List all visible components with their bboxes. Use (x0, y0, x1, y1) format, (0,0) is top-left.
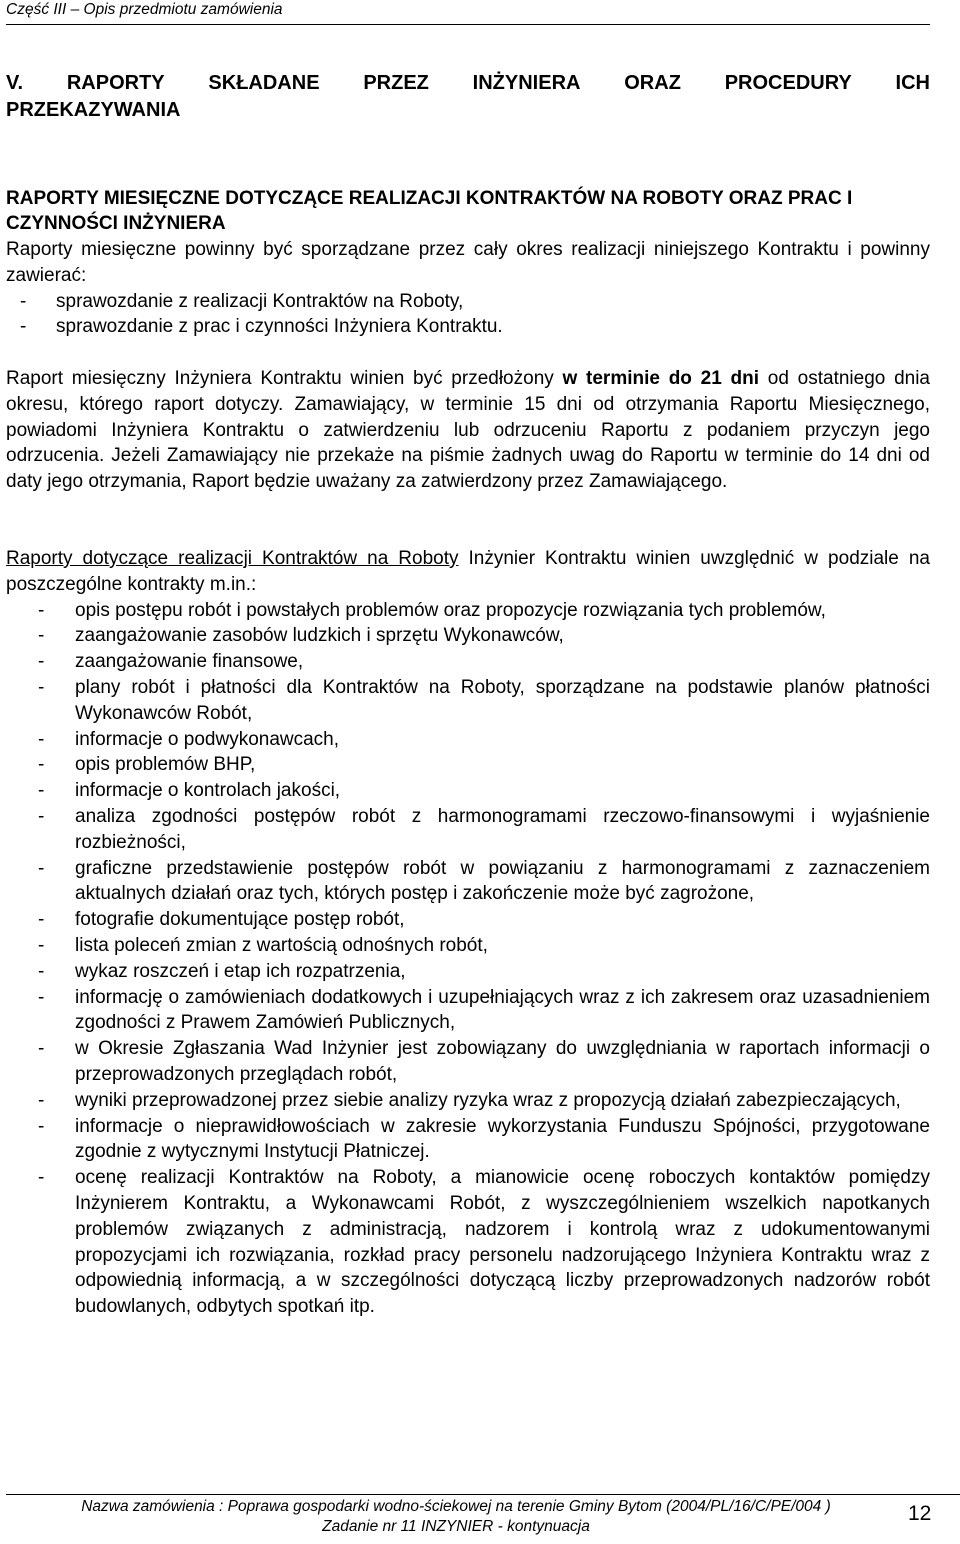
monthly-intro-paragraph: Raporty miesięczne powinny być sporządzane przez cały okres realizacji niniejszego Kontraktu i powinny zawierać: (6, 239, 930, 286)
intro-list (6, 289, 930, 341)
list-dash: - (38, 1089, 45, 1111)
list-dash: - (38, 934, 45, 956)
list-dash: - (38, 780, 45, 802)
report-contents-item (6, 675, 930, 727)
section-heading-word: PROCEDURY (724, 72, 852, 94)
list-dash: - (38, 805, 45, 827)
list-item-text: opis problemów BHP, (75, 754, 256, 776)
section-heading-word: INŻYNIERA (472, 72, 581, 94)
section-heading-line-1 (6, 70, 930, 97)
list-item-text: w Okresie Zgłaszania Wad Inżynier jest zobowiązany do uwzględniania w raportach informacji o przeprowadzonych przeglądach robót, (75, 1038, 930, 1085)
contents-intro-paragraph (6, 546, 930, 598)
list-dash: - (38, 1115, 45, 1137)
list-item-text: informację o zamówieniach dodatkowych i uzupełniających wraz z ich zakresem oraz uzasadnieniem zgodności z Prawem Zamówień Publicznych, (75, 986, 930, 1034)
footer-order-name: Nazwa zamówienia : Poprawa gospodarki wodno-ściekowej na terenie Gminy Bytom (2004/PL/16/C/PE/004 ) (81, 1498, 831, 1515)
document-page (6, 0, 930, 1544)
intro-list-item (6, 289, 930, 315)
contents-block (6, 546, 930, 1320)
list-item-text: informacje o kontrolach jakości, (75, 780, 341, 802)
list-item-text: sprawozdanie z realizacji Kontraktów na Roboty, (56, 290, 464, 312)
list-dash: - (38, 599, 45, 621)
monthly-reports-heading: RAPORTY MIESIĘCZNE DOTYCZĄCE REALIZACJI KONTRAKTÓW NA ROBOTY ORAZ PRAC I CZYNNOŚCI INŻYNIERA (6, 188, 853, 234)
report-contents-item (6, 727, 930, 753)
list-dash: - (38, 960, 45, 982)
report-contents-item (6, 598, 930, 624)
section-heading-word: ORAZ (624, 72, 681, 94)
contents-underlined-term: Raporty dotyczące realizacji Kontraktów na Roboty (6, 548, 459, 569)
deadline-block (6, 366, 930, 495)
list-item-text: opis postępu robót i powstałych problemów oraz propozycje rozwiązania tych problemów, (75, 599, 826, 621)
list-dash: - (38, 857, 45, 879)
list-item-text: informacje o nieprawidłowościach w zakresie wykorzystania Funduszu Spójności, przygotowane zgodnie z wytycznymi Instytucji Płatniczej. (75, 1115, 930, 1163)
report-contents-item (6, 985, 930, 1037)
list-item-text: analiza zgodności postępów robót z harmonogramami rzeczowo-finansowymi i wyjaśnienie rozbieżności, (75, 805, 930, 853)
list-dash: - (38, 1038, 45, 1060)
report-contents-item (6, 752, 930, 778)
page-number: 12 (908, 1502, 932, 1525)
contents-intro-rest: Inżynier Kontraktu winien uwzględnić w podziale na poszczególne kontrakty m.in.: (6, 548, 930, 595)
list-item-text: ocenę realizacji Kontraktów na Roboty, a mianowicie ocenę roboczych kontaktów pomiędzy Inżynierem Kontraktu, a Wykonawcami Robót, z wyszczególnieniem wszelkich napotkanych problemów związanych z administracją, nadzorem i kontrolą wraz z udokumentowanymi propozycjami ich rozwiązania, rozkład pracy personelu nadzorującego Inżyniera Kontraktu wraz z odpowiednią informacją, a w szczególności dotyczącą liczby przeprowadzonych nadzorów robót budowlanych, odbytych spotkań itp. (75, 1167, 930, 1318)
report-contents-item (6, 623, 930, 649)
list-item-text: sprawozdanie z prac i czynności Inżyniera Kontraktu. (56, 316, 503, 338)
report-contents-item (6, 649, 930, 675)
header-divider (6, 24, 930, 25)
list-item-text: zaangażowanie zasobów ludzkich i sprzętu Wykonawców, (75, 625, 564, 647)
report-contents-item (6, 1165, 930, 1320)
report-contents-item (6, 1114, 930, 1166)
section-heading-word: SKŁADANE (208, 72, 320, 94)
report-contents-item (6, 856, 930, 908)
list-item-text: fotografie dokumentujące postęp robót, (75, 909, 405, 931)
section-heading-word: ICH (895, 72, 930, 94)
report-contents-item (6, 907, 930, 933)
intro-list-item (6, 314, 930, 340)
list-item-text: informacje o podwykonawcach, (75, 728, 340, 750)
part-header: Część III – Opis przedmiotu zamówienia (6, 1, 283, 18)
list-item-text: zaangażowanie finansowe, (75, 651, 304, 673)
report-contents-item (6, 1036, 930, 1088)
section-heading-word: V. (6, 72, 24, 94)
page-footer (6, 1497, 906, 1537)
report-contents-item (6, 933, 930, 959)
section-heading-line-2: PRZEKAZYWANIA (6, 99, 181, 121)
report-contents-item (6, 1088, 930, 1114)
list-dash: - (38, 728, 45, 750)
list-item-text: wyniki przeprowadzonej przez siebie analizy ryzyka wraz z propozycją działań zabezpieczających, (75, 1089, 901, 1111)
footer-divider (6, 1494, 960, 1495)
footer-task: Zadanie nr 11 INZYNIER - kontynuacja (322, 1518, 590, 1535)
deadline-bold-term: w terminie do 21 dni (562, 368, 760, 389)
list-dash: - (38, 1167, 45, 1189)
section-heading-word: PRZEZ (363, 72, 429, 94)
list-item-text: lista poleceń zmian z wartością odnośnych robót, (75, 934, 488, 956)
list-dash: - (38, 651, 45, 673)
report-contents-item (6, 804, 930, 856)
list-dash: - (38, 986, 45, 1008)
list-dash: - (38, 625, 45, 647)
list-item-text: wykaz roszczeń i etap ich rozpatrzenia, (75, 960, 406, 982)
report-contents-list (6, 598, 930, 1320)
list-dash: - (38, 676, 45, 698)
deadline-paragraph (6, 366, 930, 495)
report-contents-item (6, 778, 930, 804)
list-item-text: plany robót i płatności dla Kontraktów na Roboty, sporządzane na podstawie planów płatności Wykonawców Robót, (75, 676, 930, 724)
section-heading (6, 70, 930, 124)
list-dash: - (38, 909, 45, 931)
deadline-text-after: od ostatniego dnia okresu, którego raport dotyczy. Zamawiający, w terminie 15 dni od otrzymania Raportu Miesięcznego, powiadomi Inżyniera Kontraktu o zatwierdzeniu lub odrzuceniu Raportu z podaniem przyczyn jego odrzucenia. Jeżeli Zamawiający nie przekaże na piśmie żadnych uwag do Raportu w terminie do 14 dni od daty jego otrzymania, Raport będzie uważany za zatwierdzony przez Zamawiającego. (6, 368, 930, 493)
list-dash: - (20, 290, 27, 312)
report-contents-item (6, 959, 930, 985)
list-item-text: graficzne przedstawienie postępów robót w powiązaniu z harmonogramami z zaznaczeniem aktualnych działań oraz tych, których postęp i zakończenie może być zagrożone, (75, 857, 930, 905)
list-dash: - (20, 316, 27, 338)
list-dash: - (38, 754, 45, 776)
monthly-intro-block (6, 237, 930, 340)
section-heading-word: RAPORTY (66, 72, 165, 94)
deadline-text-before: Raport miesięczny Inżyniera Kontraktu winien być przedłożony (6, 368, 563, 389)
